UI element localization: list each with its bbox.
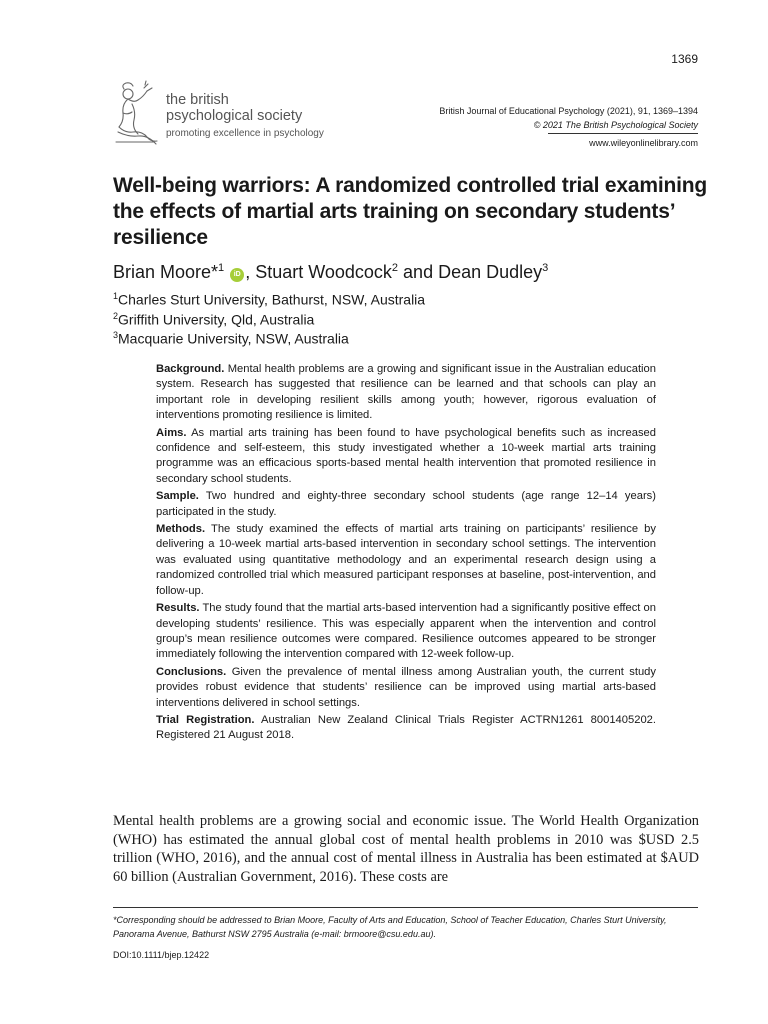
abstract-results: [156, 601, 656, 663]
abstract-conclusions-text: Given the prevalence of mental illness among Australian youth, the current study provides robust evidence that students’ resilience can be improved using martial arts-based interventions delivered in school settings.: [156, 665, 656, 709]
bps-logo-figure-icon: [106, 80, 162, 148]
abstract-methods: [156, 522, 656, 599]
affiliation-3-text: Macquarie University, NSW, Australia: [118, 330, 349, 347]
journal-copyright: © 2021 The British Psychological Society: [533, 120, 698, 130]
doi[interactable]: DOI:10.1111/bjep.12422: [113, 950, 210, 960]
affiliation-1-sup: 1: [113, 291, 119, 301]
journal-url[interactable]: www.wileyonlinelibrary.com: [589, 138, 698, 148]
affiliation-3-sup: 3: [113, 330, 119, 340]
orcid-icon[interactable]: iD: [230, 268, 244, 282]
abstract-aims-text: As martial arts training has been found to have psychological benefits such as increased confidence and self-esteem, this study investigated whether a 10-week martial arts training programme was an efficacious sports-based mental health intervention that promoted resilience in secondary school students.: [156, 426, 656, 485]
logo-line-1: the british: [166, 92, 229, 108]
abstract-results-text: The study found that the martial arts-based intervention had a significantly positive effect on developing students’ resilience. This was especially apparent when the intervention and control group’s mean resilience outcomes were compared. Resilience outcomes appeared to be stronger immediately following the intervention compared with 12-week follow-up.: [156, 602, 656, 661]
abstract-sample-text: Two hundred and eighty-three secondary school students (age range 12–14 years) participated in the study.: [156, 490, 656, 518]
author-list: [113, 262, 548, 283]
bps-logo-text: [166, 92, 324, 141]
corresponding-author-footnote: *Corresponding should be addressed to Brian Moore, Faculty of Arts and Education, School of Teacher Education, Charles Sturt University, Panorama Avenue, Bathurst NSW 2795 Australia (e-mail: brmoore@csu.edu.au).: [113, 915, 667, 939]
abstract-trial-registration: [156, 713, 656, 744]
author-3-affiliation-sup: 3: [542, 262, 549, 274]
affiliation-2-text: Griffith University, Qld, Australia: [118, 311, 315, 328]
journal-citation: British Journal of Educational Psychology (2021), 91, 1369–1394: [439, 106, 698, 116]
affiliation-1-text: Charles Sturt University, Bathurst, NSW, Australia: [118, 291, 426, 308]
author-2-name: , Stuart Woodcock: [245, 262, 392, 282]
abstract-methods-label: Methods.: [156, 523, 206, 536]
footnote-divider: [113, 907, 698, 908]
abstract-background-text: Mental health problems are a growing and significant issue in the Australian education system. Research has suggested that resilience can be learned and that schools can play an important role in developing resilient skills among youth; however, rigorous evaluation of interventions promoting resilience is limited.: [156, 363, 656, 422]
author-3-name: and Dean Dudley: [398, 262, 543, 282]
bps-logo: [106, 80, 346, 150]
header-divider: [548, 133, 698, 134]
logo-line-2: psychological society: [166, 108, 303, 124]
abstract-results-label: Results.: [156, 602, 200, 615]
author-2-affiliation-sup: 2: [391, 262, 399, 274]
affiliation-2-sup: 2: [113, 311, 119, 321]
logo-tagline: promoting excellence in psychology: [166, 128, 324, 139]
article-title: Well-being warriors: A randomized controlled trial examining the effects of martial arts training on secondary students’ resilience: [113, 174, 707, 249]
author-1-affiliation-sup: 1: [218, 262, 225, 274]
affiliation-3: [113, 330, 349, 347]
journal-info: [439, 104, 698, 132]
body-paragraph: Mental health problems are a growing social and economic issue. The World Health Organization (WHO) has estimated the annual global cost of mental health problems in 2010 was $USD 2.5 trillion (WHO, 2016), and the annual cost of mental illness in Australia has been estimated at $AUD 60 billion (Australian Government, 2016). These costs are: [113, 813, 699, 885]
author-1-name: Brian Moore*: [113, 262, 219, 282]
abstract-background-label: Background.: [156, 363, 225, 375]
abstract-sample-label: Sample.: [156, 490, 199, 503]
abstract: [156, 362, 656, 746]
abstract-aims: [156, 426, 656, 488]
abstract-trial-label: Trial Registration.: [156, 713, 255, 726]
abstract-background: [156, 362, 656, 424]
abstract-methods-text: The study examined the effects of martial arts training on participants’ resilience by delivering a 10-week martial arts-based intervention in secondary school settings. The intervention was evaluated using quantitative methodology and an experimental research design using a randomized controlled trial which measured participant responses at baseline, post-intervention, and follow-up.: [156, 523, 656, 597]
abstract-trial-text: Australian New Zealand Clinical Trials Register ACTRN1261 8001405202. Registered 21 August 2018.: [156, 713, 656, 742]
abstract-conclusions-label: Conclusions.: [156, 665, 227, 678]
affiliation-1: [113, 291, 425, 308]
affiliation-2: [113, 311, 314, 328]
page-number: 1369: [671, 52, 698, 66]
abstract-sample: [156, 489, 656, 520]
abstract-aims-label: Aims.: [156, 426, 187, 439]
abstract-conclusions: [156, 665, 656, 711]
